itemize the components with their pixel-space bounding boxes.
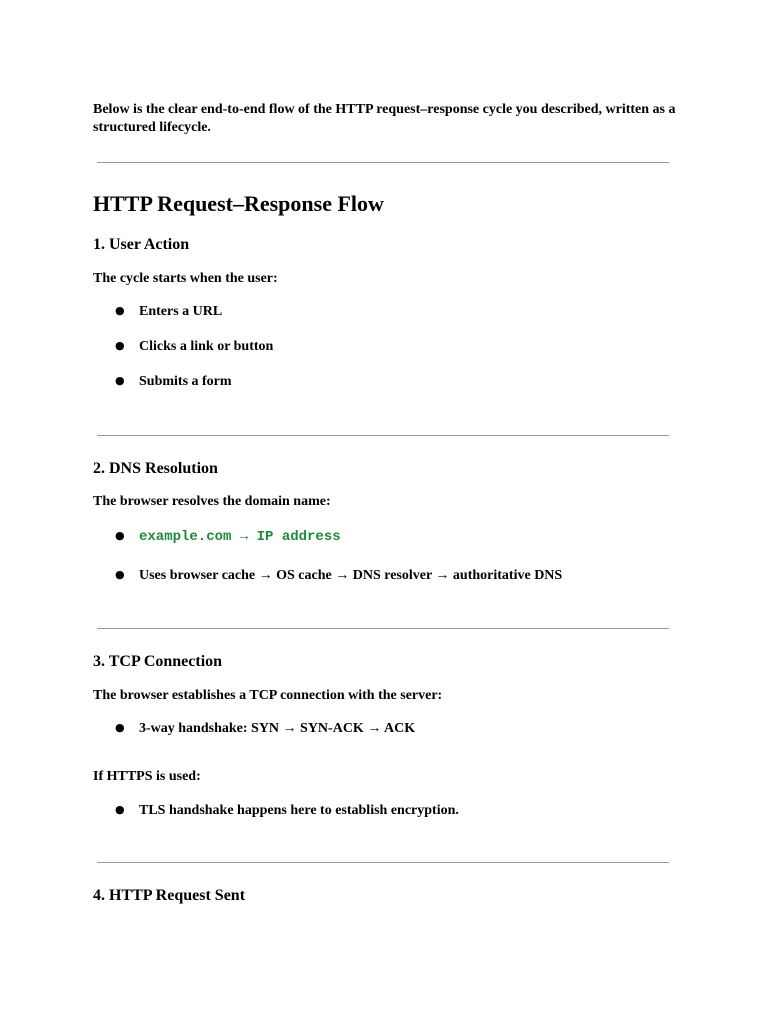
section-heading-dns-resolution: 2. DNS Resolution [93, 460, 218, 477]
list-item [115, 527, 341, 546]
sub-lead: If HTTPS is used: [93, 769, 201, 784]
bullet-icon: ● [115, 568, 125, 581]
bullet-icon: ● [115, 374, 125, 387]
bullet-icon: ● [115, 721, 125, 734]
list-item-text: Clicks a link or button [139, 339, 274, 354]
horizontal-rule [97, 628, 669, 629]
section-heading-tcp-connection: 3. TCP Connection [93, 653, 223, 670]
inline-code: example.com → IP address [139, 529, 341, 545]
list-item-text: Uses browser cache → OS cache → DNS resolver → authoritative DNS [139, 568, 563, 583]
list-item-text: Enters a URL [139, 304, 223, 319]
list-item [115, 337, 273, 356]
list-item-text: TLS handshake happens here to establish encryption. [139, 803, 459, 818]
list-item [115, 372, 232, 391]
list-item [115, 302, 222, 321]
section-heading-http-request-sent: 4. HTTP Request Sent [93, 887, 246, 904]
section-heading-user-action: 1. User Action [93, 236, 190, 253]
section-lead: The browser resolves the domain name: [93, 494, 331, 509]
intro-paragraph: Below is the clear end-to-end flow of the HTTP request–response cycle you described, written as a structured lifecycle. [93, 102, 676, 135]
section-lead: The cycle starts when the user: [93, 271, 278, 286]
list-item-text: Submits a form [139, 374, 232, 389]
bullet-icon: ● [115, 304, 125, 317]
list-item [115, 719, 415, 738]
bullet-icon: ● [115, 339, 125, 352]
horizontal-rule [97, 162, 669, 163]
horizontal-rule [97, 862, 669, 863]
document-title: HTTP Request–Response Flow [93, 191, 384, 216]
list-item-text: 3-way handshake: SYN → SYN-ACK → ACK [139, 721, 416, 736]
list-item [115, 801, 459, 820]
horizontal-rule [97, 435, 669, 436]
list-item [115, 566, 562, 585]
bullet-icon: ● [115, 803, 125, 816]
bullet-icon: ● [115, 529, 125, 542]
section-lead: The browser establishes a TCP connection with the server: [93, 688, 443, 703]
